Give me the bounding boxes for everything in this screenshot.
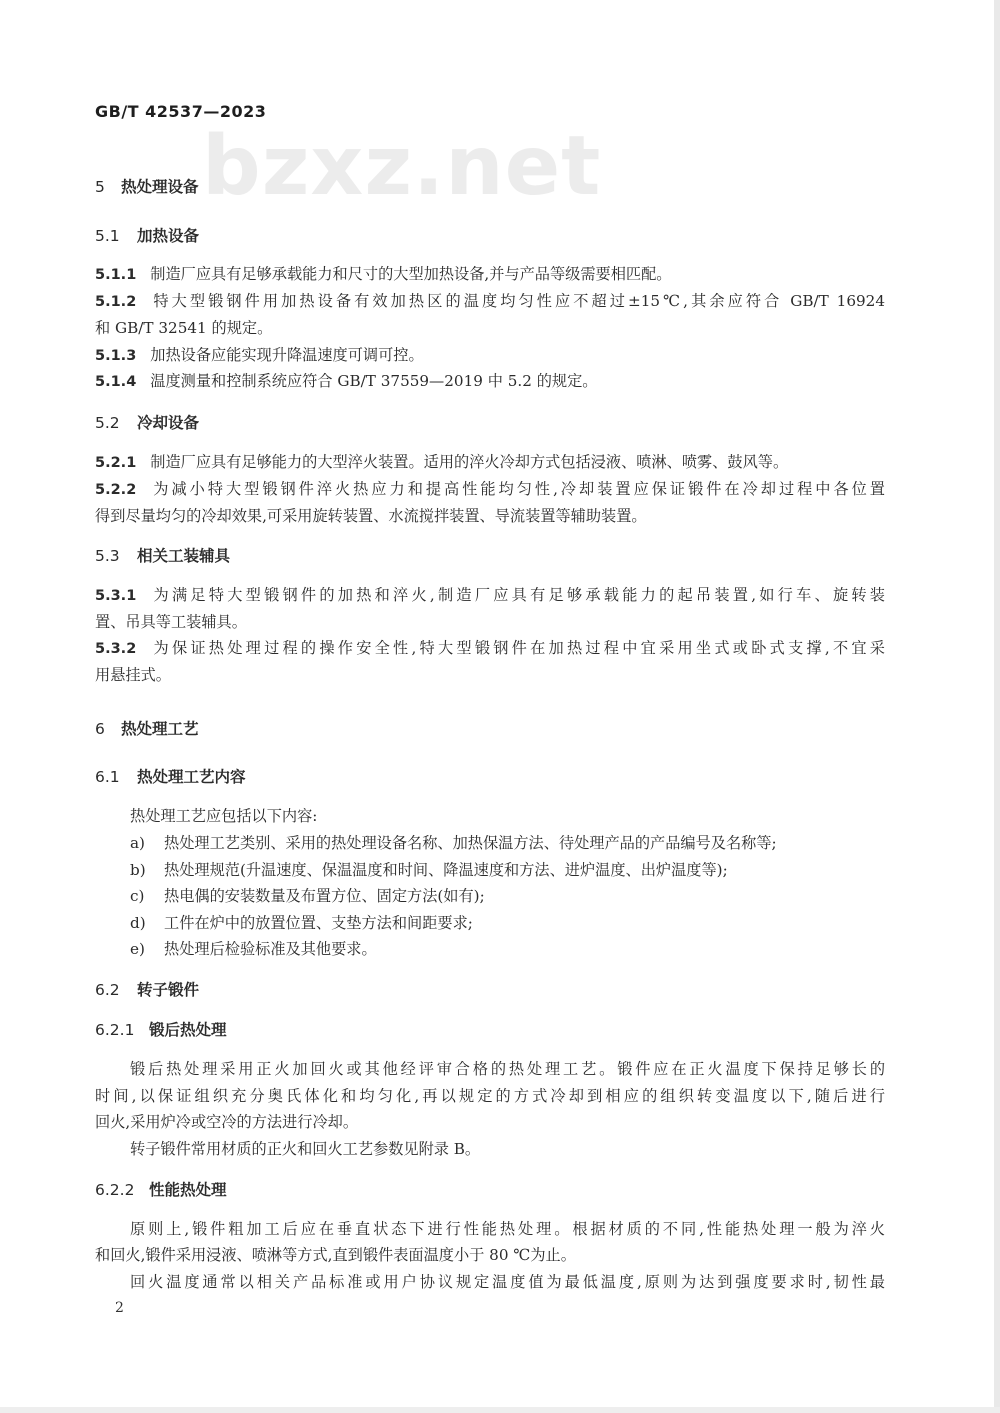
list-item — [130, 937, 885, 961]
section-6-1-heading — [95, 765, 885, 789]
section-title: 转子锻件 — [137, 981, 200, 999]
section-6-2-1-heading — [95, 1018, 885, 1042]
section-5-3-heading — [95, 544, 885, 568]
clause-text: 为减小特大型锻钢件淬火热应力和提高性能均匀性,冷却装置应保证锻件在冷却过程中各位置 — [150, 480, 885, 498]
paragraph-6-2-1-line4: 转子锻件常用材质的正火和回火工艺参数见附录 B。 — [130, 1140, 481, 1158]
list-item — [130, 884, 885, 908]
section-number: 6.2 — [95, 981, 120, 999]
section-5-1-heading — [95, 224, 885, 248]
clause-number: 5.1.2 — [95, 294, 137, 310]
list-item-marker: d) — [130, 914, 146, 932]
watermark-text: bzxz.net — [202, 119, 602, 214]
clause-5-1-2-line1 — [95, 289, 885, 314]
paragraph-6-2-1-line1: 锻后热处理采用正火加回火或其他经评审合格的热处理工艺。锻件应在正火温度下保持足够长的 — [130, 1060, 885, 1078]
section-6-1-intro: 热处理工艺应包括以下内容: — [130, 807, 318, 825]
paragraph-6-2-2-line2: 和回火,锻件采用浸液、喷淋等方式,直到锻件表面温度小于 80 ℃为止。 — [95, 1246, 576, 1264]
section-title: 热处理工艺内容 — [137, 768, 246, 786]
list-item-marker: b) — [130, 861, 146, 879]
list-item — [130, 831, 885, 855]
standard-number: GB/T 42537—2023 — [95, 102, 267, 121]
section-title: 热处理设备 — [121, 178, 199, 196]
list-item-text: 热处理工艺类别、采用的热处理设备名称、加热保温方法、待处理产品的产品编号及名称等; — [164, 834, 777, 852]
section-5-heading — [95, 175, 885, 199]
section-number: 5.2 — [95, 414, 120, 432]
section-title: 性能热处理 — [149, 1181, 227, 1199]
section-title: 加热设备 — [137, 227, 200, 245]
clause-5-2-2-line1 — [95, 477, 885, 502]
section-number: 5 — [95, 178, 105, 196]
clause-text: 为满足特大型锻钢件的加热和淬火,制造厂应具有足够承载能力的起吊装置,如行车、旋转装 — [150, 586, 885, 604]
page-number: 2 — [115, 1300, 124, 1316]
page-edge-shadow — [994, 0, 1000, 1413]
list-item-marker: a) — [130, 834, 145, 852]
clause-text: 制造厂应具有足够承载能力和尺寸的大型加热设备,并与产品等级需要相匹配。 — [150, 265, 672, 283]
clause-text: 温度测量和控制系统应符合 GB/T 37559—2019 中 5.2 的规定。 — [150, 372, 598, 390]
clause-5-3-2-line1 — [95, 636, 885, 661]
section-number: 6.1 — [95, 768, 120, 786]
section-6-2-2-heading — [95, 1178, 885, 1202]
section-number: 5.3 — [95, 547, 120, 565]
page-bottom-shadow — [0, 1407, 1000, 1413]
section-6-heading — [95, 717, 885, 741]
paragraph-6-2-1-line3: 回火,采用炉冷或空冷的方法进行冷却。 — [95, 1113, 359, 1131]
list-item-marker: c) — [130, 887, 145, 905]
clause-number: 5.2.1 — [95, 455, 137, 471]
clause-5-3-2-line2: 用悬挂式。 — [95, 666, 171, 684]
clause-5-1-2-line2: 和 GB/T 32541 的规定。 — [95, 319, 273, 337]
list-item-text: 热处理规范(升温速度、保温温度和时间、降温速度和方法、进炉温度、出炉温度等); — [164, 861, 728, 879]
paragraph-6-2-2-line1: 原则上,锻件粗加工后应在垂直状态下进行性能热处理。根据材质的不同,性能热处理一般为淬火 — [130, 1220, 885, 1238]
list-item — [130, 911, 885, 935]
clause-5-2-2-line2: 得到尽量均匀的冷却效果,可采用旋转装置、水流搅拌装置、导流装置等辅助装置。 — [95, 507, 647, 525]
clause-number: 5.3.1 — [95, 588, 137, 604]
clause-text: 为保证热处理过程的操作安全性,特大型锻钢件在加热过程中宜采用坐式或卧式支撑,不宜采 — [150, 639, 885, 657]
section-5-2-heading — [95, 411, 885, 435]
clause-number: 5.1.3 — [95, 348, 137, 364]
paragraph-6-2-1-line2: 时间,以保证组织充分奥氏体化和均匀化,再以规定的方式冷却到相应的组织转变温度以下,随后进行 — [95, 1087, 885, 1105]
section-title: 锻后热处理 — [149, 1021, 227, 1039]
section-number: 6.2.1 — [95, 1021, 135, 1039]
section-number: 6.2.2 — [95, 1181, 135, 1199]
section-title: 冷却设备 — [137, 414, 200, 432]
section-title: 相关工装辅具 — [137, 547, 231, 565]
clause-number: 5.3.2 — [95, 641, 137, 657]
list-item-text: 热处理后检验标准及其他要求。 — [164, 940, 377, 958]
list-item-marker: e) — [130, 940, 145, 958]
clause-5-1-4 — [95, 369, 885, 394]
clause-5-3-1-line1 — [95, 583, 885, 608]
clause-5-2-1 — [95, 450, 885, 475]
clause-number: 5.1.4 — [95, 374, 137, 390]
list-item-text: 工件在炉中的放置位置、支垫方法和间距要求; — [164, 914, 473, 932]
clause-5-3-1-line2: 置、吊具等工装辅具。 — [95, 613, 247, 631]
list-item-text: 热电偶的安装数量及布置方位、固定方法(如有); — [164, 887, 485, 905]
clause-number: 5.2.2 — [95, 482, 137, 498]
clause-text: 特大型锻钢件用加热设备有效加热区的温度均匀性应不超过±15℃,其余应符合 GB/T 16924 — [150, 292, 885, 310]
clause-text: 加热设备应能实现升降温速度可调可控。 — [150, 346, 424, 364]
clause-number: 5.1.1 — [95, 267, 137, 283]
section-number: 5.1 — [95, 227, 120, 245]
section-6-2-heading — [95, 978, 885, 1002]
clause-text: 制造厂应具有足够能力的大型淬火装置。适用的淬火冷却方式包括浸液、喷淋、喷雾、鼓风等。 — [150, 453, 789, 471]
section-title: 热处理工艺 — [121, 720, 199, 738]
section-number: 6 — [95, 720, 105, 738]
list-item — [130, 858, 885, 882]
paragraph-6-2-2-line3: 回火温度通常以相关产品标准或用户协议规定温度值为最低温度,原则为达到强度要求时,韧性最 — [130, 1273, 885, 1291]
clause-5-1-3 — [95, 343, 885, 368]
clause-5-1-1 — [95, 262, 885, 287]
